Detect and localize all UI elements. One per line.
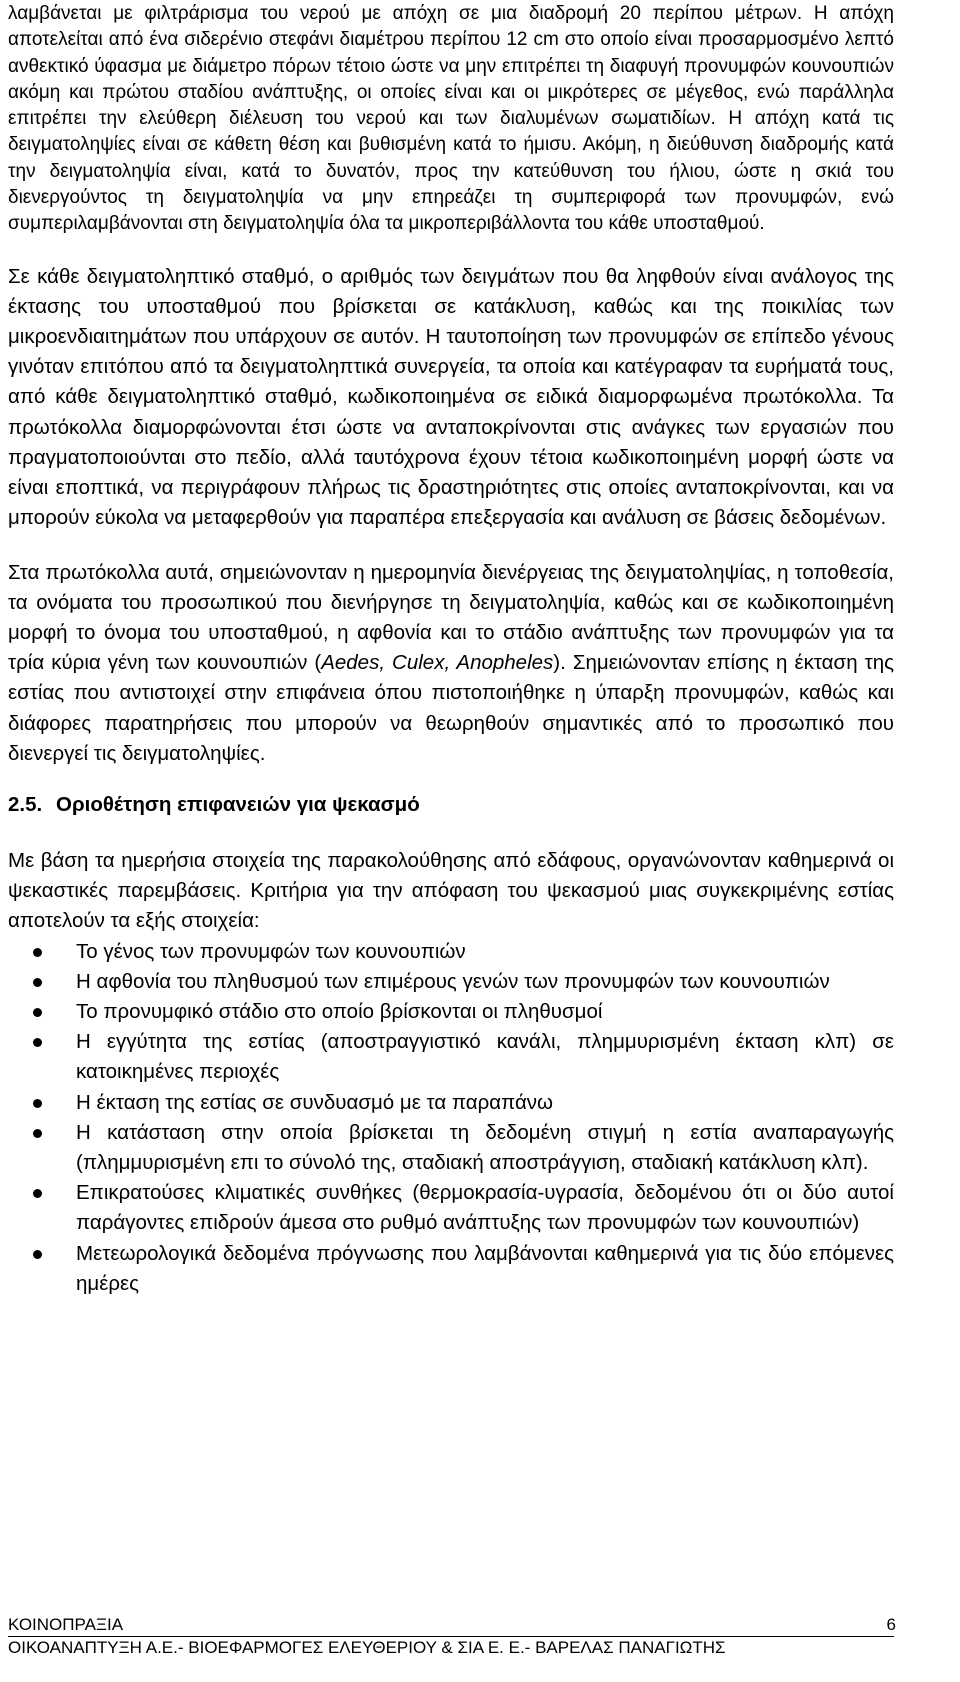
- section-title: Οριοθέτηση επιφανειών για ψεκασμό: [56, 792, 420, 816]
- list-item: [8, 1178, 894, 1238]
- list-item-text: Η εγγύτητα της εστίας (αποστραγγιστικό κανάλι, πλημμυρισμένη έκταση κλπ) σε κατοικημένες περιοχές: [76, 1030, 894, 1084]
- list-item-text: Η αφθονία του πληθυσμού των επιμέρους γενών των προνυμφών των κουνουπιών: [76, 969, 830, 993]
- bullet-icon: [33, 1250, 42, 1259]
- bullet-icon: [33, 948, 42, 957]
- paragraph-protocols-text-a: Στα πρωτόκολλα αυτά, σημειώνονταν η ημερομηνία διενέργειας της δειγματοληψίας, η τοποθεσία, τα ονόματα του προσωπικού που διενήργησε τη δειγματοληψία, καθώς και σε κωδικοποιημένη μορφή το όνομα του υποσταθμού, η αφθονία και το στάδιο ανάπτυξης των προνυμφών για τα τρία κύρια γένη των κουνουπιών (: [8, 560, 894, 675]
- list-item-text: Η κατάσταση στην οποία βρίσκεται τη δεδομένη στιγμή η εστία αναπαραγωγής (πλημμυρισμένη επι το σύνολό της, σταδιακή αποστράγγιση, σταδιακή κατάκλυση κλπ).: [76, 1120, 894, 1174]
- list-item-text: Μετεωρολογικά δεδομένα πρόγνωσης που λαμβάνονται καθημερινά για τις δύο επόμενες ημέρες: [76, 1241, 894, 1295]
- document-page: [8, 0, 894, 1299]
- list-item-text: Επικρατούσες κλιματικές συνθήκες (θερμοκρασία-υγρασία, δεδομένου ότι οι δύο αυτοί παράγοντες επιδρούν άμεσα στο ρυθμό ανάπτυξης των προνυμφών των κουνουπιών): [76, 1181, 894, 1235]
- bullet-icon: [33, 1189, 42, 1198]
- bullet-icon: [33, 1008, 42, 1017]
- paragraph-protocols-text-b: ). Σημειώνονταν επίσης η έκταση της εστίας που αντιστοιχεί στην επιφάνεια όπου πιστοποιήθηκε η ύπαρξη προνυμφών, καθώς και διάφορες παρατηρήσεις που μπορούν να θεωρηθούν σημαντικές από το προσωπικό που διενεργεί τις δειγματοληψίες.: [8, 651, 894, 765]
- list-item: [8, 1118, 894, 1178]
- bullet-icon: [33, 1038, 42, 1047]
- bullet-icon: [33, 1099, 42, 1108]
- list-item-text: Το γένος των προνυμφών των κουνουπιών: [76, 939, 466, 963]
- list-item: [8, 997, 894, 1027]
- list-item: [8, 1239, 894, 1299]
- list-item-text: Το προνυμφικό στάδιο στο οποίο βρίσκονται οι πληθυσμοί: [76, 999, 603, 1023]
- list-item: [8, 967, 894, 997]
- section-number: 2.5.: [8, 792, 43, 816]
- list-item: [8, 937, 894, 967]
- footer-top-row: [8, 1614, 894, 1636]
- page-number: 6: [886, 1615, 896, 1634]
- paragraph-spraying-criteria: Με βάση τα ημερήσια στοιχεία της παρακολούθησης από εδάφους, οργανώνονταν καθημερινά οι ψεκαστικές παρεμβάσεις. Κριτήρια για την απόφαση του ψεκασμού μιας συγκεκριμένης εστίας αποτελούν τα εξής στοιχεία:: [8, 848, 894, 933]
- bullet-icon: [33, 978, 42, 987]
- list-item: [8, 1088, 894, 1118]
- footer-partners: ΟΙΚΟΑΝΑΠΤΥΞΗ Α.Ε.- ΒΙΟΕΦΑΡΜΟΓΕΣ ΕΛΕΥΘΕΡΙΟΥ & ΣΙΑ Ε. Ε.- ΒΑΡΕΛΑΣ ΠΑΝΑΓΙΩΤΗΣ: [8, 1636, 894, 1659]
- list-item: [8, 1027, 894, 1087]
- paragraph-sample-count: Σε κάθε δειγματοληπτικό σταθμό, ο αριθμός των δειγμάτων που θα ληφθούν είναι ανάλογος της έκτασης του υποσταθμού που βρίσκεται σε κατάκλυση, καθώς και της ποικιλίας των μικροενδιαιτημάτων που υπάρχουν σε αυτόν. Η ταυτοποίηση των προνυμφών σε επίπεδο γένους γινόταν επιτόπου από τα δειγματοληπτικά συνεργεία, τα οποία και κατέγραφαν τα ευρήματά τους, από κάθε δειγματοληπτικό σταθμό, κωδικοποιημένα σε ειδικά διαμορφωμένα πρωτόκολλα. Τα πρωτόκολλα διαμορφώνονται έτσι ώστε να ανταποκρίνονται στις ανάγκες των εργασιών που πραγματοποιούνται στο πεδίο, αλλά ταυτόχρονα έχουν τέτοια κωδικοποιημένη μορφή ώστε να είναι εποπτικά, να περιγράφουν πλήρως τις δραστηριότητες στις οποίες ανταποκρίνονται, και να μπορούν εύκολα να μεταφερθούν για παραπέρα επεξεργασία και ανάλυση σε βάσεις δεδομένων.: [8, 264, 894, 530]
- page-footer: [8, 1614, 894, 1659]
- list-item-text: Η έκταση της εστίας σε συνδυασμό με τα παραπάνω: [76, 1090, 554, 1114]
- section-heading: [8, 790, 894, 820]
- bullet-icon: [33, 1129, 42, 1138]
- paragraph-protocols: [8, 558, 894, 769]
- criteria-list: [8, 937, 894, 1299]
- paragraph-sampling-net: λαμβάνεται με φιλτράρισμα του νερού με απόχη σε μια διαδρομή 20 περίπου μέτρων. Η απόχη αποτελείται από ένα σιδερένιο στεφάνι διαμέτρου περίπου 12 cm στο οποίο είναι προσαρμοσμένο λεπτό ανθεκτικό ύφασμα με διάμετρο πόρων τέτοιο ώστε να μην επιτρέπει τη διαφυγή προνυμφών κουνουπιών ακόμη και πρώτου σταδίου ανάπτυξης, οι οποίες είναι και οι μικρότερες σε μέγεθος, ενώ παράλληλα επιτρέπει την ελεύθερη διέλευση του νερού και των διαλυμένων σωματιδίων. Η απόχη κατά τις δειγματοληψίες είναι σε κάθετη θέση και βυθισμένη κατά το ήμισυ. Ακόμη, η διεύθυνση διαδρομής κατά την δειγματοληψία είναι, κατά το δυνατόν, προς την κατεύθυνση του ήλιου, ώστε η σκιά του διενεργούντος τη δειγματοληψία να μην επηρεάζει τη συμπεριφορά των προνυμφών, ενώ συμπεριλαμβάνονται στη δειγματοληψία όλα τα μικροπεριβάλλοντα του κάθε υποσταθμού.: [8, 3, 894, 235]
- footer-company: ΚΟΙΝΟΠΡΑΞΙΑ: [8, 1615, 124, 1634]
- mosquito-genera-names: Aedes, Culex, Anopheles: [321, 651, 554, 675]
